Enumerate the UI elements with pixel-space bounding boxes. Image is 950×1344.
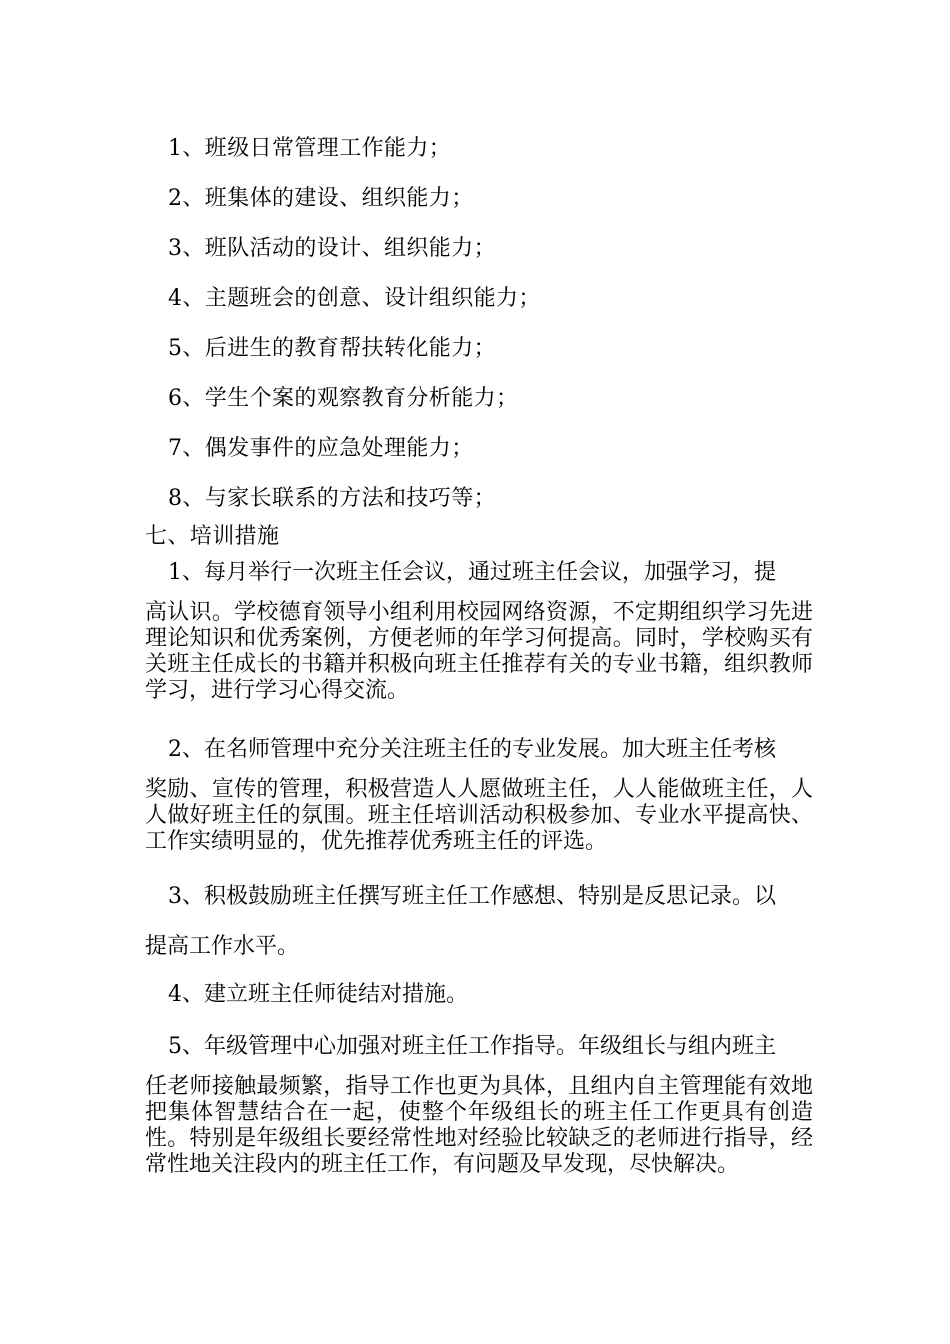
- list-item-1: 1、班级日常管理工作能力；: [168, 136, 452, 161]
- list-item-3: 3、班队活动的设计、组织能力；: [168, 236, 496, 261]
- measure-4-first-line: 4、建立班主任师徒结对措施。: [168, 982, 468, 1007]
- list-item-8: 8、与家长联系的方法和技巧等；: [168, 486, 496, 511]
- measure-paragraph-5: [145, 1032, 813, 1178]
- measure-paragraph-1: [145, 558, 813, 704]
- measure-1-first-line: 1、每月举行一次班主任会议，通过班主任会议，加强学习，提: [168, 560, 776, 585]
- measure-5-first-line: 5、年级管理中心加强对班主任工作指导。年级组长与组内班主: [168, 1034, 776, 1059]
- measure-3-first-line: 3、积极鼓励班主任撰写班主任工作感想、特别是反思记录。以: [168, 884, 776, 909]
- measure-3-body: 提高工作水平。: [145, 934, 300, 959]
- measure-5-body: 任老师接触最频繁，指导工作也更为具体，且组内自主管理能有效地把集体智慧结合在一起，使整个年级组长的班主任工作更具有创造性。特别是年级组长要经常性地对经验比较缺乏的老师进行指导，经常性地关注段内的班主任工作，有问题及早发现，尽快解决。: [145, 1074, 813, 1177]
- measure-2-first-line: 2、在名师管理中充分关注班主任的专业发展。加大班主任考核: [168, 737, 776, 762]
- list-item-5: 5、后进生的教育帮扶转化能力；: [168, 336, 496, 361]
- list-item-6: 6、学生个案的观察教育分析能力；: [168, 386, 519, 411]
- list-item-7: 7、偶发事件的应急处理能力；: [168, 436, 474, 461]
- measure-2-body: 奖励、宣传的管理，积极营造人人愿做班主任，人人能做班主任，人人做好班主任的氛围。班主任培训活动积极参加、专业水平提高快、工作实绩明显的，优先推荐优秀班主任的评选。: [145, 777, 813, 854]
- list-item-2: 2、班集体的建设、组织能力；: [168, 186, 474, 211]
- list-item-4: 4、主题班会的创意、设计组织能力；: [168, 286, 541, 311]
- section-heading: 七、培训措施: [145, 524, 280, 549]
- measure-1-body: 高认识。学校德育领导小组利用校园网络资源，不定期组织学习先进理论知识和优秀案例，方便老师的年学习何提高。同时，学校购买有关班主任成长的书籍并积极向班主任推荐有关的专业书籍，组织教师学习，进行学习心得交流。: [145, 600, 813, 703]
- measure-paragraph-3: [145, 882, 813, 960]
- measure-paragraph-2: [145, 735, 813, 855]
- measure-paragraph-4: [145, 980, 813, 1022]
